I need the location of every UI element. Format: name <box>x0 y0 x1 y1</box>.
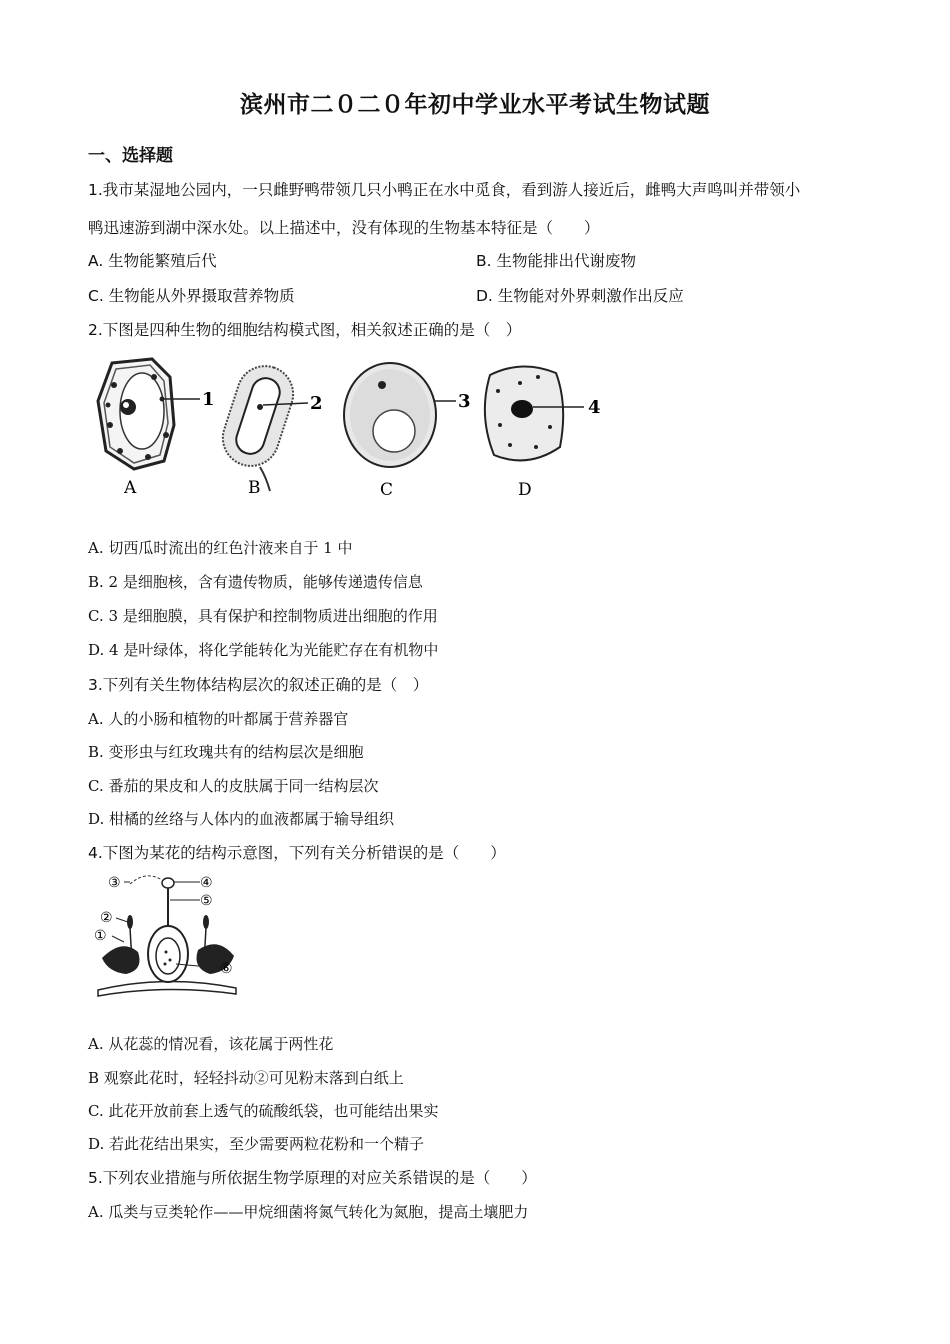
q2-option-d: D. 4 是叶绿体，将化学能转化为光能贮存在有机物中 <box>88 641 439 659</box>
cell-d <box>485 366 584 460</box>
cell-d-number: 4 <box>588 397 601 418</box>
q5-stem: 5.下列农业措施与所依据生物学原理的对应关系错误的是（ ） <box>88 1169 537 1187</box>
q2-option-b: B. 2 是细胞核，含有遗传物质，能够传递遗传信息 <box>88 573 423 591</box>
q3-stem: 3.下列有关生物体结构层次的叙述正确的是（ ） <box>88 676 429 694</box>
cell-c <box>344 363 456 467</box>
cell-c-number: 3 <box>458 391 471 412</box>
plant-cell-a <box>98 359 200 469</box>
flower-label-2: ② <box>100 910 113 926</box>
flower-label-3: ③ <box>108 875 121 891</box>
q1-option-c: C. 生物能从外界摄取营养物质 <box>88 287 295 305</box>
cell-structure-figure <box>90 355 620 505</box>
flower-label-6: ⑥ <box>220 961 233 977</box>
q3-option-d: D. 柑橘的丝络与人体内的血液都属于输导组织 <box>88 810 395 828</box>
q3-option-c: C. 番茄的果皮和人的皮肤属于同一结构层次 <box>88 777 379 795</box>
flower-label-1: ① <box>94 928 107 944</box>
flower-structure-figure <box>86 870 246 1010</box>
q4-option-b: B 观察此花时，轻轻抖动②可见粉末落到白纸上 <box>88 1069 404 1087</box>
cell-c-label: C <box>380 480 394 500</box>
flower-label-5: ⑤ <box>200 893 213 909</box>
cell-a-label: A <box>124 478 137 498</box>
q3-option-a: A. 人的小肠和植物的叶都属于营养器官 <box>88 710 349 728</box>
q2-option-c: C. 3 是细胞膜，具有保护和控制物质进出细胞的作用 <box>88 607 438 625</box>
page-title: 滨州市二０二０年初中学业水平考试生物试题 <box>240 91 710 118</box>
cell-b <box>216 359 308 491</box>
q2-stem: 2.下图是四种生物的细胞结构模式图，相关叙述正确的是（ ） <box>88 321 522 339</box>
q4-option-a: A. 从花蕊的情况看，该花属于两性花 <box>88 1035 334 1053</box>
q4-option-c: C. 此花开放前套上透气的硫酸纸袋，也可能结出果实 <box>88 1102 439 1120</box>
cell-b-number: 2 <box>310 393 323 414</box>
cell-d-label: D <box>518 480 532 500</box>
q1-stem-line1: 1.我市某湿地公园内，一只雌野鸭带领几只小鸭正在水中觅食，看到游人接近后，雌鸭大声鸣叫并带领小 <box>88 181 801 199</box>
q5-option-a: A. 瓜类与豆类轮作——甲烷细菌将氮气转化为氮胞，提高土壤肥力 <box>88 1203 529 1221</box>
section-heading: 一、选择题 <box>88 146 173 166</box>
q1-option-a: A. 生物能繁殖后代 <box>88 252 217 270</box>
q4-stem: 4.下图为某花的结构示意图，下列有关分析错误的是（ ） <box>88 844 506 862</box>
flower-label-4: ④ <box>200 875 213 891</box>
q1-stem-line2: 鸭迅速游到湖中深水处。以上描述中，没有体现的生物基本特征是（ ） <box>88 219 600 237</box>
q4-option-d: D. 若此花结出果实，至少需要两粒花粉和一个精子 <box>88 1135 425 1153</box>
q3-option-b: B. 变形虫与红玫瑰共有的结构层次是细胞 <box>88 743 364 761</box>
cell-b-label: B <box>248 478 261 498</box>
q2-option-a: A. 切西瓜时流出的红色汁液来自于 1 中 <box>88 539 353 557</box>
q1-option-b: B. 生物能排出代谢废物 <box>476 252 636 270</box>
q1-option-d: D. 生物能对外界刺激作出反应 <box>476 287 684 305</box>
cell-a-number: 1 <box>202 389 215 410</box>
